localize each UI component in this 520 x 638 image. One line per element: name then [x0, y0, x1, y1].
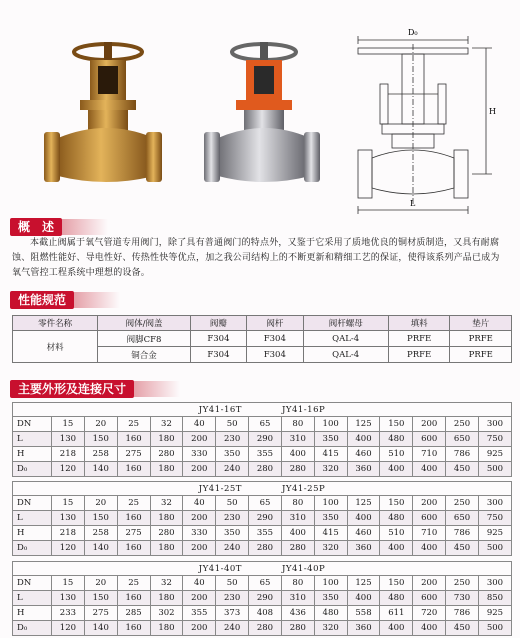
- dimension-cell: 65: [249, 417, 282, 432]
- dimension-cell: 400: [281, 526, 314, 541]
- dimension-cell: 415: [314, 447, 347, 462]
- dimension-cell: 160: [117, 511, 150, 526]
- dimension-table: [12, 402, 512, 477]
- dimension-cell: 100: [314, 417, 347, 432]
- dimension-cell: 40: [183, 417, 216, 432]
- model-number: JY41-16T: [198, 404, 242, 415]
- dimension-cell: 320: [314, 621, 347, 636]
- dimension-row-label: D₀: [13, 462, 52, 477]
- spec-cell: PRFE: [450, 331, 512, 347]
- spec-heading: 性能规范: [10, 291, 74, 309]
- dimension-cell: 320: [314, 462, 347, 477]
- dimension-cell: 500: [478, 462, 511, 477]
- dimension-cell: 150: [84, 511, 117, 526]
- dim-l-label: L: [410, 199, 416, 208]
- dimension-cell: 200: [183, 591, 216, 606]
- dimension-cell: 180: [150, 432, 183, 447]
- dimension-table-title-row: [13, 403, 512, 417]
- overview-heading: 概 述: [10, 218, 62, 236]
- dimension-cell: 160: [117, 621, 150, 636]
- dimension-cell: 558: [347, 606, 380, 621]
- dimension-cell: 200: [183, 621, 216, 636]
- spec-header: 零件名称: [13, 316, 98, 331]
- dimension-cell: 250: [446, 417, 479, 432]
- dimension-cell: 400: [413, 621, 446, 636]
- dimension-cell: 250: [446, 496, 479, 511]
- dimension-cell: 280: [281, 621, 314, 636]
- dimension-cell: 650: [446, 511, 479, 526]
- spec-cell: F304: [190, 331, 246, 347]
- dimension-cell: 360: [347, 462, 380, 477]
- dimension-cell: 130: [52, 511, 85, 526]
- dimension-cell: 925: [478, 606, 511, 621]
- dimension-row-label: DN: [13, 417, 52, 432]
- dimension-cell: 280: [249, 462, 282, 477]
- dimension-cell: 180: [150, 462, 183, 477]
- dimension-cell: 130: [52, 591, 85, 606]
- dimension-cell: 350: [216, 526, 249, 541]
- dims-heading: 主要外形及连接尺寸: [10, 380, 134, 398]
- dimension-cell: 750: [478, 511, 511, 526]
- spec-cell: 铜合金: [98, 347, 190, 363]
- dimension-cell: 300: [478, 417, 511, 432]
- dimension-cell: 400: [380, 462, 413, 477]
- dimension-cell: 510: [380, 447, 413, 462]
- dimension-row-label: H: [13, 606, 52, 621]
- dimension-row-dn: [13, 576, 512, 591]
- dimension-row-label: D₀: [13, 541, 52, 556]
- spec-row: [13, 331, 512, 347]
- dimension-cell: 460: [347, 447, 380, 462]
- dimension-cell: 20: [84, 496, 117, 511]
- dimension-cell: 200: [413, 496, 446, 511]
- dimension-cell: 360: [347, 621, 380, 636]
- dimension-cell: 180: [150, 591, 183, 606]
- model-number: JY41-16P: [281, 404, 326, 415]
- dimension-row-label: H: [13, 447, 52, 462]
- dimension-cell: 233: [52, 606, 85, 621]
- dimension-cell: 373: [216, 606, 249, 621]
- dimension-cell: 150: [84, 432, 117, 447]
- dimension-cell: 436: [281, 606, 314, 621]
- dimension-cell: 20: [84, 576, 117, 591]
- dimension-cell: 230: [216, 432, 249, 447]
- dimension-cell: 275: [117, 447, 150, 462]
- dimension-row-h: [13, 447, 512, 462]
- dimension-table-title: [13, 562, 512, 576]
- dimension-row-d0: [13, 541, 512, 556]
- overview-text: 本截止阀属于氧气管道专用阀门，除了具有普通阀门的特点外，又鉴于它采用了质地优良的铜材质制造，又具有耐腐蚀、阻燃性能好、导电性好、传热性快等优点，加之我公司结构上的不断更新和精细工艺的保证，使得该系列产品已成为氧气管控工程系统中理想的设备。: [12, 238, 500, 278]
- spec-cell: QAL-4: [303, 347, 388, 363]
- dimension-cell: 218: [52, 447, 85, 462]
- dimension-cell: 710: [413, 526, 446, 541]
- dimension-cell: 80: [281, 576, 314, 591]
- dimension-cell: 65: [249, 576, 282, 591]
- dimension-cell: 786: [446, 447, 479, 462]
- dimension-cell: 200: [183, 462, 216, 477]
- dimension-cell: 32: [150, 576, 183, 591]
- dimension-table-title-row: [13, 562, 512, 576]
- spec-header: 垫片: [450, 316, 512, 331]
- dimension-cell: 302: [150, 606, 183, 621]
- dimension-cell: 925: [478, 447, 511, 462]
- dimension-cell: 350: [314, 511, 347, 526]
- dimension-cell: 120: [52, 541, 85, 556]
- dimension-cell: 15: [52, 576, 85, 591]
- dimension-cell: 258: [84, 526, 117, 541]
- dimension-cell: 25: [117, 417, 150, 432]
- dimension-cell: 400: [347, 591, 380, 606]
- dimension-cell: 25: [117, 496, 150, 511]
- dimension-cell: 480: [380, 511, 413, 526]
- dimension-cell: 120: [52, 621, 85, 636]
- dimension-cell: 310: [281, 511, 314, 526]
- spec-cell: PRFE: [388, 331, 450, 347]
- dimension-cell: 460: [347, 526, 380, 541]
- dimension-cell: 925: [478, 526, 511, 541]
- heading-decoration: [74, 292, 120, 308]
- dimension-cell: 355: [249, 447, 282, 462]
- dimension-cell: 330: [183, 526, 216, 541]
- dimension-cell: 250: [446, 576, 479, 591]
- dimension-cell: 720: [413, 606, 446, 621]
- dimension-cell: 180: [150, 621, 183, 636]
- dimension-cell: 140: [84, 541, 117, 556]
- dimension-cell: 160: [117, 591, 150, 606]
- heading-decoration: [134, 381, 180, 397]
- dimension-cell: 450: [446, 541, 479, 556]
- dimension-cell: 400: [380, 621, 413, 636]
- dimension-cell: 125: [347, 417, 380, 432]
- dimension-cell: 140: [84, 462, 117, 477]
- dimension-cell: 180: [150, 541, 183, 556]
- spec-header: 阀体/阀盖: [98, 316, 190, 331]
- dimension-cell: 750: [478, 432, 511, 447]
- dimension-cell: 150: [84, 591, 117, 606]
- dimension-cell: 130: [52, 432, 85, 447]
- spec-header: 阀杆: [247, 316, 303, 331]
- dimension-cell: 200: [183, 541, 216, 556]
- dimension-cell: 230: [216, 591, 249, 606]
- dimension-cell: 355: [183, 606, 216, 621]
- dimension-cell: 400: [281, 447, 314, 462]
- dimension-cell: 275: [117, 526, 150, 541]
- dimension-cell: 611: [380, 606, 413, 621]
- spec-table: [12, 315, 512, 363]
- dimension-cell: 600: [413, 432, 446, 447]
- dimension-cell: 275: [84, 606, 117, 621]
- dimension-cell: 350: [314, 432, 347, 447]
- dimension-cell: 786: [446, 526, 479, 541]
- dimension-cell: 650: [446, 432, 479, 447]
- spec-header: 阀瓣: [190, 316, 246, 331]
- dimension-cell: 280: [150, 447, 183, 462]
- dimension-cell: 355: [249, 526, 282, 541]
- dimension-cell: 400: [380, 541, 413, 556]
- dimension-cell: 330: [183, 447, 216, 462]
- dimension-row-label: DN: [13, 576, 52, 591]
- dimension-cell: 500: [478, 541, 511, 556]
- dimension-cell: 80: [281, 417, 314, 432]
- dimension-cell: 20: [84, 417, 117, 432]
- dimension-cell: 400: [413, 541, 446, 556]
- spec-cell: 阀脚CF8: [98, 331, 190, 347]
- dimension-cell: 408: [249, 606, 282, 621]
- dimension-row-label: DN: [13, 496, 52, 511]
- dimension-cell: 150: [380, 417, 413, 432]
- dimension-cell: 480: [314, 606, 347, 621]
- dimension-cell: 850: [478, 591, 511, 606]
- dimension-cell: 300: [478, 576, 511, 591]
- dimension-cell: 415: [314, 526, 347, 541]
- spec-header-row: [13, 316, 512, 331]
- spec-header: 填料: [388, 316, 450, 331]
- dimension-cell: 150: [380, 576, 413, 591]
- dimension-cell: 400: [347, 511, 380, 526]
- dimension-cell: 350: [216, 447, 249, 462]
- dimension-row-h: [13, 526, 512, 541]
- spec-cell: PRFE: [450, 347, 512, 363]
- dimension-cell: 50: [216, 417, 249, 432]
- dimension-cell: 240: [216, 541, 249, 556]
- dimension-cell: 50: [216, 496, 249, 511]
- dimension-cell: 360: [347, 541, 380, 556]
- dimension-cell: 258: [84, 447, 117, 462]
- dimension-cell: 200: [183, 511, 216, 526]
- dimension-cell: 65: [249, 496, 282, 511]
- dimension-cell: 400: [413, 462, 446, 477]
- dimension-cell: 150: [380, 496, 413, 511]
- model-number: JY41-40P: [281, 563, 326, 574]
- dimension-cell: 15: [52, 496, 85, 511]
- dim-d0-label: D₀: [408, 28, 418, 37]
- model-number: JY41-40T: [198, 563, 242, 574]
- dimension-cell: 290: [249, 591, 282, 606]
- model-number: JY41-25T: [198, 483, 242, 494]
- dimension-row-label: D₀: [13, 621, 52, 636]
- dimension-cell: 160: [117, 432, 150, 447]
- dimension-cell: 450: [446, 462, 479, 477]
- dimension-row-label: L: [13, 432, 52, 447]
- dimension-cell: 310: [281, 591, 314, 606]
- dimension-cell: 125: [347, 576, 380, 591]
- dimension-row-label: H: [13, 526, 52, 541]
- dimension-cell: 786: [446, 606, 479, 621]
- dimension-cell: 280: [150, 526, 183, 541]
- dimension-cell: 125: [347, 496, 380, 511]
- dimension-row-l: [13, 591, 512, 606]
- dimension-row-l: [13, 432, 512, 447]
- dimension-table-title: [13, 403, 512, 417]
- dimension-cell: 32: [150, 417, 183, 432]
- spec-row-label: 材料: [13, 331, 98, 363]
- dimension-cell: 280: [281, 462, 314, 477]
- dimension-cell: 32: [150, 496, 183, 511]
- dimension-row-label: L: [13, 511, 52, 526]
- dims-heading-bar: [10, 380, 180, 398]
- dimension-cell: 15: [52, 417, 85, 432]
- dimension-cell: 280: [281, 541, 314, 556]
- spec-header: 阀杆螺母: [303, 316, 388, 331]
- dimension-cell: 120: [52, 462, 85, 477]
- dimension-cell: 280: [249, 541, 282, 556]
- dimension-cell: 230: [216, 511, 249, 526]
- dimension-row-h: [13, 606, 512, 621]
- dimension-cell: 80: [281, 496, 314, 511]
- spec-cell: F304: [247, 347, 303, 363]
- dimension-cell: 285: [117, 606, 150, 621]
- dimension-cell: 240: [216, 621, 249, 636]
- dimension-cell: 290: [249, 432, 282, 447]
- dimension-cell: 180: [150, 511, 183, 526]
- dimension-cell: 200: [413, 417, 446, 432]
- dimension-cell: 320: [314, 541, 347, 556]
- dimension-cell: 600: [413, 511, 446, 526]
- dimension-cell: 710: [413, 447, 446, 462]
- dimension-cell: 290: [249, 511, 282, 526]
- dimension-cell: 240: [216, 462, 249, 477]
- dimension-cell: 350: [314, 591, 347, 606]
- dimension-cell: 480: [380, 591, 413, 606]
- spec-heading-bar: [10, 291, 120, 309]
- dimension-cell: 100: [314, 496, 347, 511]
- spec-cell: F304: [247, 331, 303, 347]
- dimension-cell: 160: [117, 541, 150, 556]
- dimension-cell: 310: [281, 432, 314, 447]
- dimension-table: [12, 561, 512, 636]
- dimension-cell: 100: [314, 576, 347, 591]
- dimension-cell: 280: [249, 621, 282, 636]
- dimension-cell: 160: [117, 462, 150, 477]
- heading-decoration: [62, 219, 108, 235]
- dimension-cell: 300: [478, 496, 511, 511]
- dimension-cell: 400: [347, 432, 380, 447]
- spec-cell: QAL-4: [303, 331, 388, 347]
- dimension-cell: 40: [183, 576, 216, 591]
- dimension-cell: 510: [380, 526, 413, 541]
- dimension-table-title: [13, 482, 512, 496]
- dimension-cell: 480: [380, 432, 413, 447]
- spec-cell: PRFE: [388, 347, 450, 363]
- dimension-row-l: [13, 511, 512, 526]
- model-number: JY41-25P: [281, 483, 326, 494]
- dimension-cell: 200: [183, 432, 216, 447]
- dimension-cell: 200: [413, 576, 446, 591]
- dimension-row-d0: [13, 621, 512, 636]
- dimension-cell: 730: [446, 591, 479, 606]
- valve-dimension-drawing: [352, 24, 502, 216]
- dimension-cell: 500: [478, 621, 511, 636]
- dimension-cell: 50: [216, 576, 249, 591]
- dimension-cell: 140: [84, 621, 117, 636]
- dim-h-label: H: [489, 107, 496, 116]
- spec-cell: F304: [190, 347, 246, 363]
- steel-valve-photo: [200, 38, 330, 198]
- dimension-row-label: L: [13, 591, 52, 606]
- dimension-cell: 218: [52, 526, 85, 541]
- brass-valve-photo: [36, 38, 166, 198]
- dimension-cell: 450: [446, 621, 479, 636]
- dimension-cell: 25: [117, 576, 150, 591]
- dimension-row-d0: [13, 462, 512, 477]
- dimension-table: [12, 481, 512, 556]
- overview-heading-bar: [10, 218, 108, 236]
- dimension-cell: 600: [413, 591, 446, 606]
- dimension-table-title-row: [13, 482, 512, 496]
- dimension-cell: 40: [183, 496, 216, 511]
- dimension-row-dn: [13, 496, 512, 511]
- dimension-row-dn: [13, 417, 512, 432]
